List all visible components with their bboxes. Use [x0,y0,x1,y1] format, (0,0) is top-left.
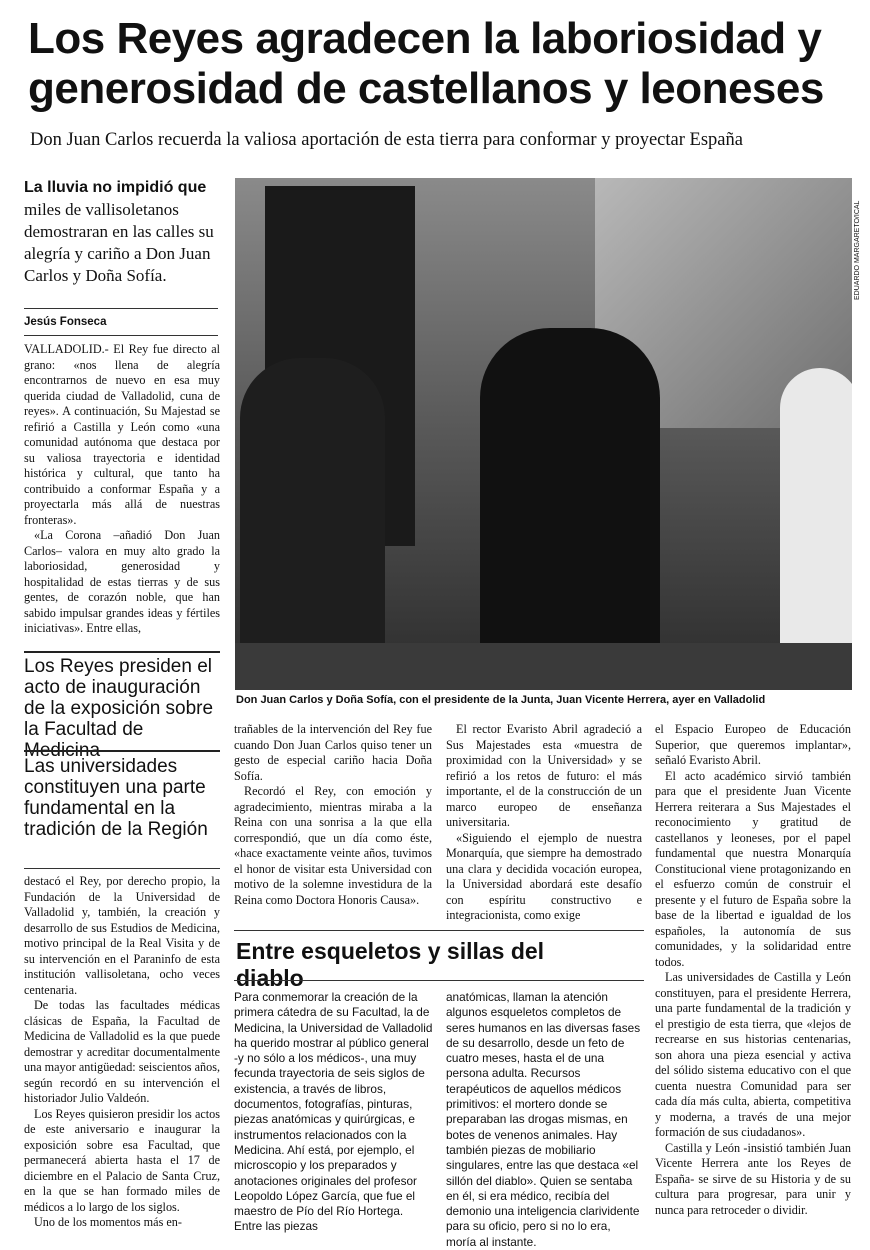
box-column-b [446,990,644,1250]
column-4 [655,722,851,1218]
divider [24,651,220,653]
box-column-a [234,990,434,1235]
column-1-bottom [24,874,220,1231]
column-2 [234,722,432,908]
divider [24,335,218,336]
headline: Los Reyes agradecen la laboriosidad y generosidad de castellanos y leoneses [28,14,824,113]
box-headline: Entre esqueletos y sillas del diablo [236,938,545,991]
paragraph: anatómicas, llaman la atención algunos esqueletos completos de seres humanos en las diversas fases de su desarrollo, desde un feto de cuatro meses, hasta el de una persona adulta. Recursos terapéuticos de aquellos médicos primitivos: el mortero donde se preparaban las drogas mismas, en botes de venenos animales. Hay también piezas de mobiliario singulares, entre las que destaca «el sillón del diablo». Quien se sentaba en él, si era médico, recibía del demonio una inteligencia clarividente para su oficio, pero si no lo era, moría al instante. [446,990,641,1249]
photo-credit: EDUARDO MARGARETO/ICAL [854,200,861,300]
paragraph: Los Reyes quisieron presidir los actos de este aniversario e inaugurar la exposición sobre esa Facultad, que permanecerá abierta hasta el 17 de diciembre en el Palacio de Santa Cruz, en la que se han formado miles de médicos a lo largo de los siglos. [24,1106,220,1214]
paragraph: Las universidades de Castilla y León constituyen, para el presidente Herrera, una parte fundamental de la tradición y el prestigio de esta tierra, que «lejos de recrearse en sus historias centenarias, son ahora una pieza esencial y activa del sólido sistema educativo con el que cuenta nuestra Comunidad para ser cada día más culta, abierta, competitiva y moderna, a través de una mejor formación de sus ciudadanos». [655,970,851,1139]
photo-figure-queen [780,368,852,690]
divider [24,750,220,752]
paragraph: trañables de la intervención del Rey fue cuando Don Juan Carlos quiso tener un gesto de especial cariño hacia Doña Sofía. [234,722,432,783]
paragraph: Para conmemorar la creación de la primera cátedra de su Facultad, la de Medicina, la Universidad de Valladolid ha querido mostrar al público general -y no sólo a los médicos-, una muy fecunda trayectoria de seis siglos de existencia, a través de libros, documentos, fotografías, pinturas, piezas anatómicas y quirúrgicas, e instrumentos relacionados con la Medicina. Ahí está, por ejemplo, el microscopio y los preparados y anotaciones originales del profesor Leopoldo López García, que fue el maestro de Pío del Río Hortega. Entre las piezas [234,990,433,1234]
paragraph: El rector Evaristo Abril agradeció a Sus Majestades esta «muestra de proximidad con la Universidad» y se refirió a los retos de futuro: el más importante, el de la construcción de un marco europeo de enseñanza universitaria. [446,722,642,829]
photo-caption: Don Juan Carlos y Doña Sofía, con el presidente de la Junta, Juan Vicente Herrera, ayer en Valladolid [236,694,766,706]
divider [234,980,644,981]
paragraph: VALLADOLID.- El Rey fue directo al grano: «nos llena de alegría encontrarnos de nuevo en esa muy querida ciudad de Valladolid, cuna de reyes». A continuación, Su Majestad se refirió a Castilla y León como «una comunidad autónoma que destaca por su valiosa trayectoria e identidad histórica y cultural, que tanto ha contribuido a conformar España y a proyectarla más allá de nuestras fronteras». [24,342,220,527]
lead-paragraph [24,176,219,287]
news-photo [235,178,852,690]
paragraph: De todas las facultades médicas clásicas de España, la Facultad de Medicina de Valladolid es la que puede demostrar y acreditar documentalmente una mayor antigüedad: seiscientos años, según recordó en su intervención el historiador Julio Valdeón. [24,998,220,1105]
paragraph: «La Corona –añadió Don Juan Carlos– valora en muy alto grado la laboriosidad, generosidad y hospitalidad de estas tierras y de sus gentes, de corazón noble, que han sabido impulsar grandes ideas y fértiles iniciativas». Entre ellas, [24,528,220,635]
divider [24,868,220,869]
paragraph: Recordó el Rey, con emoción y agradecimiento, mientras miraba a la Reina con una sonrisa a la que ella correspondió, que un día como éste, «hace exactamente veinte años, tuvimos el honor de visitar esta Universidad con motivo de la solemne investidura de la Reina como Doctora Honoris Causa». [234,784,432,907]
lead-rest: miles de vallisoletanos demostraran en las calles su alegría y cariño a Don Juan Carlos y Doña Sofía. [24,200,214,285]
sidebar-box-2: Las universidades constituyen una parte fundamental en la tradición de la Región [24,756,208,840]
photo-figure-herrera [240,358,385,690]
paragraph: Castilla y León -insistió también Juan Vicente Herrera ante los Reyes de España- se sirve de su Historia y de su cultura para progresar, para unir y nunca para retroceder o dividir. [655,1140,851,1217]
photo-figure-king [480,328,660,690]
byline: Jesús Fonseca [24,316,107,328]
subheadline: Don Juan Carlos recuerda la valiosa aportación de esta tierra para conformar y proyectar España [30,130,743,150]
paragraph: Uno de los momentos más en- [34,1215,182,1229]
divider [24,308,218,309]
lead-strong: La lluvia no impidió que [24,179,207,196]
divider [234,930,644,931]
paragraph: destacó el Rey, por derecho propio, la Fundación de la Universidad de Valladolid y, también, la creación y desarrollo de sus Estudios de Medicina, motivo principal de la Real Visita y de su intervención en el Paraninfo de esta institución vallisoletana, ocho veces centenaria. [24,874,220,997]
photo-table [235,643,852,690]
paragraph: el Espacio Europeo de Educación Superior, que queremos implantar», señaló Evaristo Abril. [655,722,851,767]
sidebar-box-1: Los Reyes presiden el acto de inauguración de la exposición sobre la Facultad de Medicina [24,656,214,761]
column-3 [446,722,642,924]
paragraph: El acto académico sirvió también para que el presidente Juan Vicente Herrera reiterara a Sus Majestades el reconocimiento y gratitud de castellanos y leoneses, por el papel fundamental que nuestra Monarquía Constitucional viene protagonizando en el esfuerzo común de construir el presente y el futuro de España sobre la base de la libertad e igualdad de los españoles, la autonomía de sus comunidades, y la solidaridad entre todos. [655,768,851,969]
paragraph: «Siguiendo el ejemplo de nuestra Monarquía, que siempre ha demostrado una clara y decidida vocación europea, la Universidad abordará este desafío con espíritu constructivo e integracionista, como exige [446,830,642,922]
column-1-top [24,342,220,637]
